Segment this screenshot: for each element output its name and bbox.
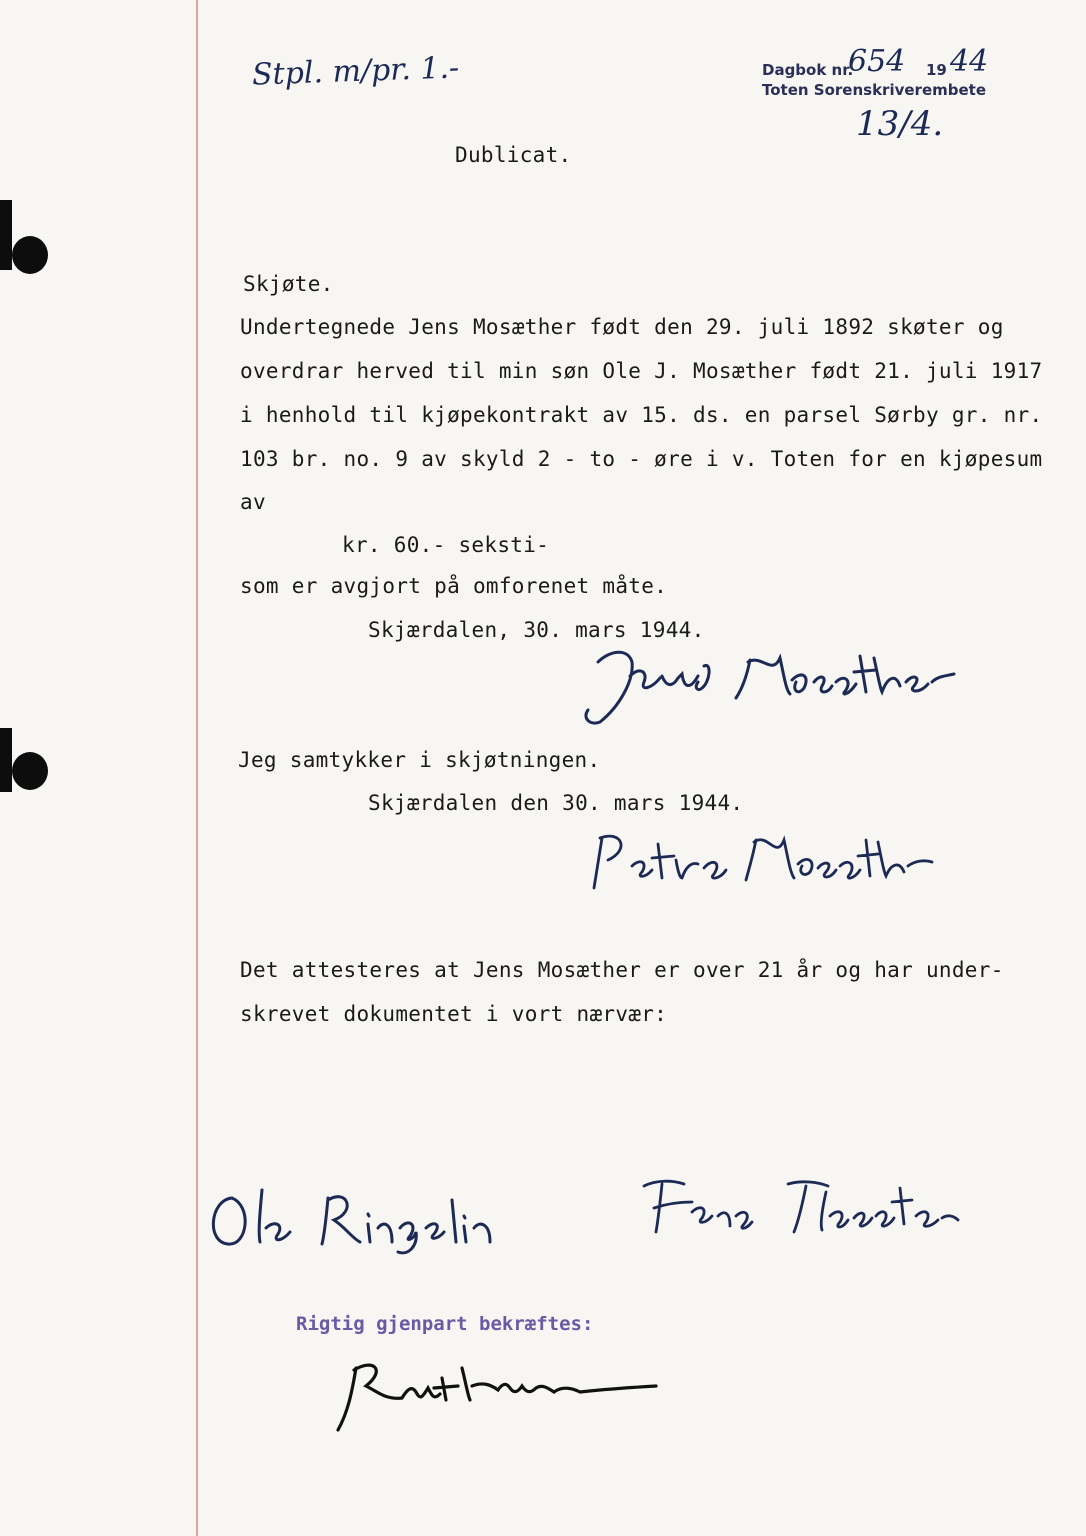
body-line-2: overdrar herved til min søn Ole J. Mosæther født 21. juli 1917 — [240, 359, 1043, 383]
registry-year-prefix: 19 — [926, 61, 947, 79]
registry-date: 13/4. — [856, 104, 944, 144]
duplicate-heading: Dublicat. — [455, 143, 572, 167]
body-line-1: Undertegnede Jens Mosæther født den 29. juli 1892 skøter og — [240, 315, 1004, 339]
punch-hole-top — [12, 236, 48, 274]
signature-petra-mosaether — [586, 826, 936, 898]
place-date-1: Skjærdalen, 30. mars 1944. — [368, 618, 705, 642]
binder-edge-mark-bottom — [0, 728, 12, 792]
red-margin-line — [196, 0, 198, 1536]
purchase-amount: kr. 60.- seksti- — [342, 533, 550, 557]
registry-office: Toten Sorenskriverembete — [762, 81, 986, 99]
attestation-line-1: Det attesteres at Jens Mosæther er over 21 år og har under- — [240, 958, 1004, 982]
signature-witness-ole-ringelin — [202, 1180, 512, 1260]
consent-statement: Jeg samtykker i skjøtningen. — [238, 748, 601, 772]
binder-edge-mark-top — [0, 200, 12, 270]
registry-stamp-label: Dagbok nr. — [762, 61, 854, 79]
certification-stamp: Rigtig gjenpart bekræftes: — [296, 1313, 594, 1335]
document-title: Skjøte. — [243, 272, 334, 296]
signature-certifier — [322, 1348, 682, 1440]
signature-witness-hans-mosaether — [632, 1172, 972, 1248]
body-line-4: 103 br. no. 9 av skyld 2 - to - øre i v. Toten for en kjøpesum — [240, 447, 1043, 471]
signature-jens-mosaether — [570, 636, 980, 728]
registry-number: 654 — [848, 44, 906, 79]
body-line-5: av — [240, 490, 266, 514]
punch-hole-bottom — [12, 752, 48, 790]
settlement-line: som er avgjort på omforenet måte. — [240, 574, 668, 598]
registry-year-suffix: 44 — [950, 44, 989, 79]
stamp-duty-note: Stpl. m/pr. 1.- — [251, 50, 460, 93]
attestation-line-2: skrevet dokumentet i vort nærvær: — [240, 1002, 668, 1026]
place-date-2: Skjærdalen den 30. mars 1944. — [368, 791, 744, 815]
body-line-3: i henhold til kjøpekontrakt av 15. ds. en parsel Sørby gr. nr. — [240, 403, 1043, 427]
